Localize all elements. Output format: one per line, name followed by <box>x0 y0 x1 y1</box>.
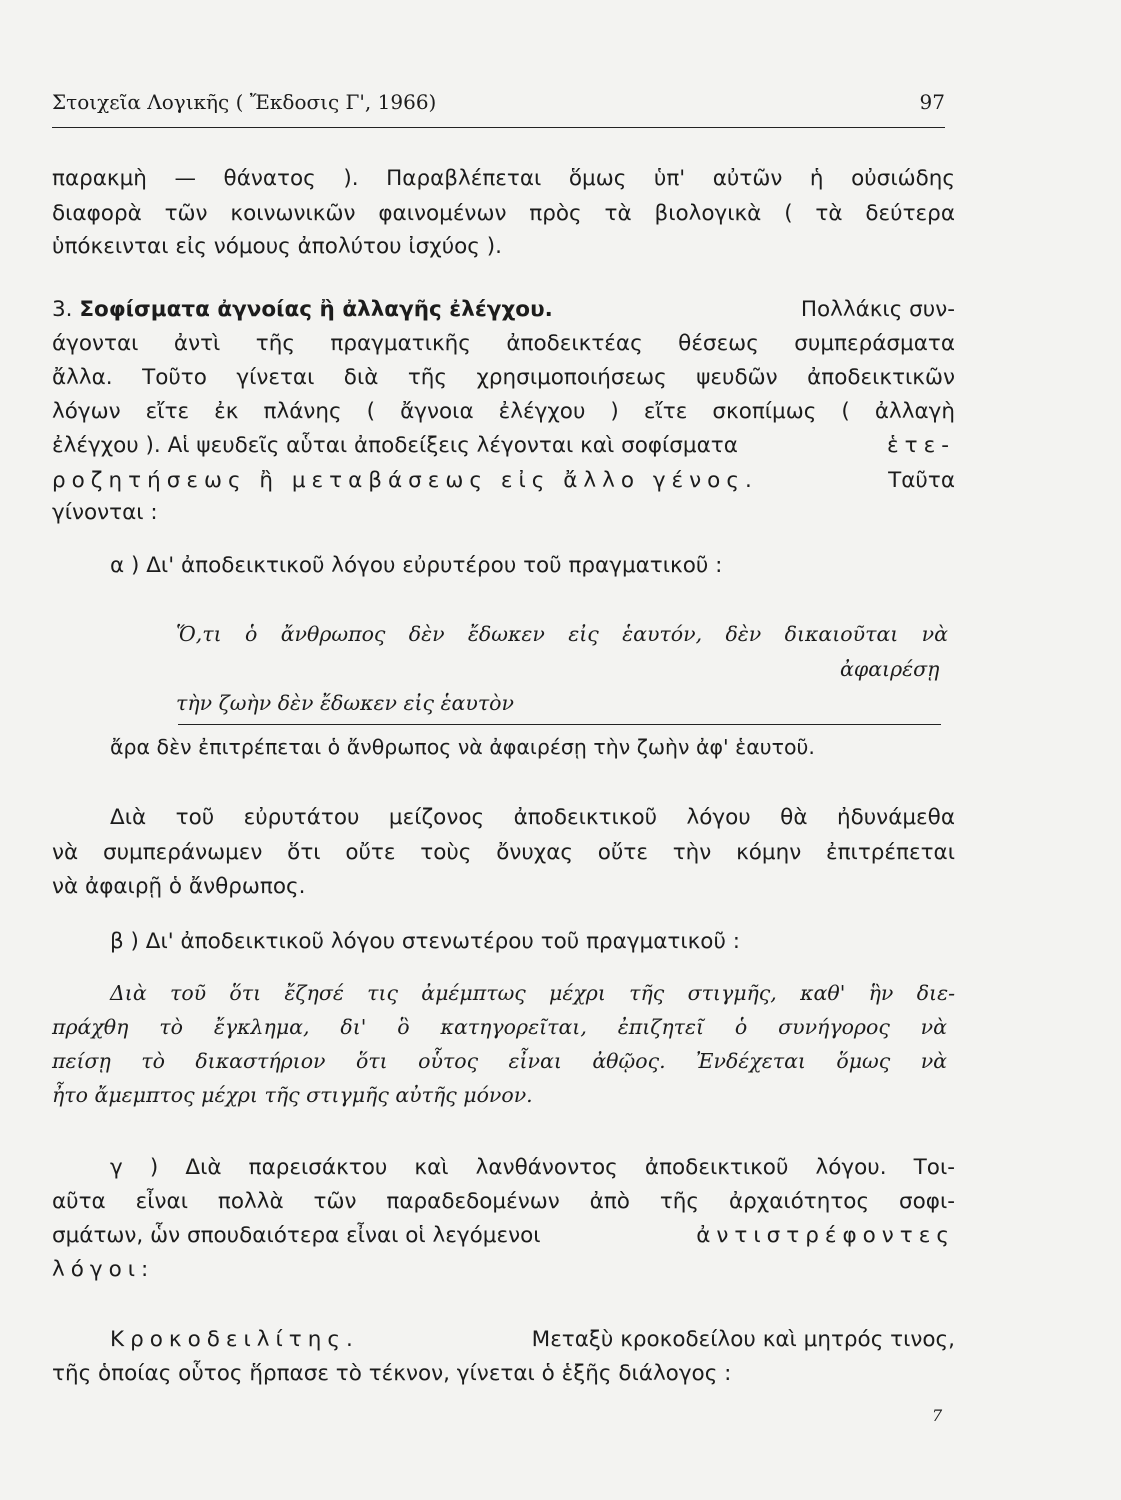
syllogism-premise-1b: ἀφαιρέσῃ <box>840 657 940 681</box>
para1-line3: ὑπόκεινται εἰς νόμους ἀπολύτου ἰσχύος ). <box>52 234 502 259</box>
para1-line1: παρακμὴ — θάνατος ). Παραβλέπεται ὅμως ὑπ' αὐτῶν ἡ οὐσιώδης <box>52 166 955 191</box>
section3-line3: ἄλλα. Τοῦτο γίνεται διὰ τῆς χρησιμοποιήσεως ψευδῶν ἀποδεικτικῶν <box>52 365 955 390</box>
term-antistrefontes: ἀντιστρέφοντες <box>696 1223 955 1248</box>
section3-line6 <box>52 470 955 492</box>
syllogism-premise-1a: Ὅ,τι ὁ ἄνθρωπος δὲν ἔδωκεν εἰς ἑαυτόν, δὲν δικαιοῦται νὰ <box>176 622 948 646</box>
alpha-label: α ) Δι' ἀποδεικτικοῦ λόγου εὐρυτέρου τοῦ πραγματικοῦ : <box>110 553 723 578</box>
section3-line4: λόγων εἴτε ἐκ πλάνης ( ἄγνοια ἐλέγχου ) εἴτε σκοπίμως ( ἀλλαγὴ <box>52 399 955 424</box>
croc-line1-rest: Μεταξὺ κροκοδείλου καὶ μητρός τινος, <box>531 1327 955 1352</box>
signature-mark: 7 <box>932 1406 943 1425</box>
term-heterozetesis-start: ἑτε- <box>887 433 955 458</box>
beta-line4: ἦτο ἄμεμπτος μέχρι τῆς στιγμῆς αὐτῆς μόνον. <box>52 1083 533 1107</box>
alpha-para-line3: νὰ ἀφαιρῇ ὁ ἄνθρωπος. <box>52 874 306 899</box>
syllogism-rule <box>178 724 941 725</box>
gamma-line3 <box>52 1225 955 1247</box>
term-krokodeilites: Κροκοδειλίτης. <box>110 1327 359 1352</box>
header-rule <box>52 127 945 128</box>
gamma-line3-text: σμάτων, ὧν σπουδαιότερα εἶναι οἱ λεγόμενοι <box>52 1223 541 1248</box>
running-title: Στοιχεῖα Λογικῆς ( Ἔκδοσις Γ', 1966) <box>52 90 437 114</box>
croc-line1 <box>110 1329 955 1351</box>
gamma-line2: αῦτα εἶναι πολλὰ τῶν παραδεδομένων ἀπὸ τῆς ἀρχαιότητος σοφι- <box>52 1189 955 1214</box>
beta-line3: πείσῃ τὸ δικαστήριον ὅτι οὗτος εἶναι ἀθῷος. Ἐνδέχεται ὅμως νὰ <box>52 1049 947 1073</box>
beta-line1: Διὰ τοῦ ὅτι ἔζησέ τις ἀμέμπτως μέχρι τῆς στιγμῆς, καθ' ἣν διε- <box>110 981 955 1005</box>
section3-line6-rest: Ταῦτα <box>888 468 955 493</box>
gamma-line1: γ ) Διὰ παρεισάκτου καὶ λανθάνοντος ἀποδεικτικοῦ λόγου. Τοι- <box>110 1155 955 1180</box>
syllogism-premise-2: τὴν ζωὴν δὲν ἔδωκεν εἰς ἑαυτὸν <box>176 691 514 715</box>
beta-label: β ) Δι' ἀποδεικτικοῦ λόγου στενωτέρου τοῦ πραγματικοῦ : <box>110 929 740 954</box>
beta-line2: πράχθη τὸ ἔγκλημα, δι' ὃ κατηγορεῖται, ἐπιζητεῖ ὁ συνήγορος νὰ <box>52 1015 947 1039</box>
section3-line5-text: ἐλέγχου ). Αἱ ψευδεῖς αὗται ἀποδείξεις λέγονται καὶ σοφίσματα <box>52 433 738 458</box>
section3-line2: άγονται ἀντὶ τῆς πραγματικῆς ἀποδεικτέας θέσεως συμπεράσματα <box>52 331 955 356</box>
page-number: 97 <box>919 90 945 114</box>
term-heterozetesis-end: ροζητήσεως ἢ μεταβάσεως εἰς ἄλλο γένος. <box>52 468 758 493</box>
alpha-para-line2: νὰ συμπεράνωμεν ὅτι οὔτε τοὺς ὄνυχας οὔτε τὴν κόμην ἐπιτρέπεται <box>52 840 955 865</box>
section-number: 3. <box>52 297 73 322</box>
para1-line2: διαφορὰ τῶν κοινωνικῶν φαινομένων πρὸς τὰ βιολογικὰ ( τὰ δεύτερα <box>52 201 955 226</box>
section3-line5 <box>52 435 955 457</box>
croc-line2: τῆς ὁποίας οὗτος ἥρπασε τὸ τέκνον, γίνεται ὁ ἑξῆς διάλογος : <box>52 1361 732 1386</box>
running-header <box>52 90 945 124</box>
section3-line1-rest: Πολλάκις συν- <box>800 297 955 322</box>
section-heading: Σοφίσματα ἀγνοίας ἢ ἀλλαγῆς ἐλέγχου. <box>79 297 553 322</box>
term-logoi: λόγοι: <box>52 1257 155 1282</box>
section3-line1 <box>52 299 955 321</box>
syllogism-conclusion: ἄρα δὲν ἐπιτρέπεται ὁ ἄνθρωπος νὰ ἀφαιρέσῃ τὴν ζωὴν ἀφ' ἑαυτοῦ. <box>110 735 815 759</box>
alpha-para-line1: Διὰ τοῦ εὐρυτάτου μείζονος ἀποδεικτικοῦ λόγου θὰ ἠδυνάμεθα <box>110 805 955 830</box>
section3-line7: γίνονται : <box>52 500 158 525</box>
